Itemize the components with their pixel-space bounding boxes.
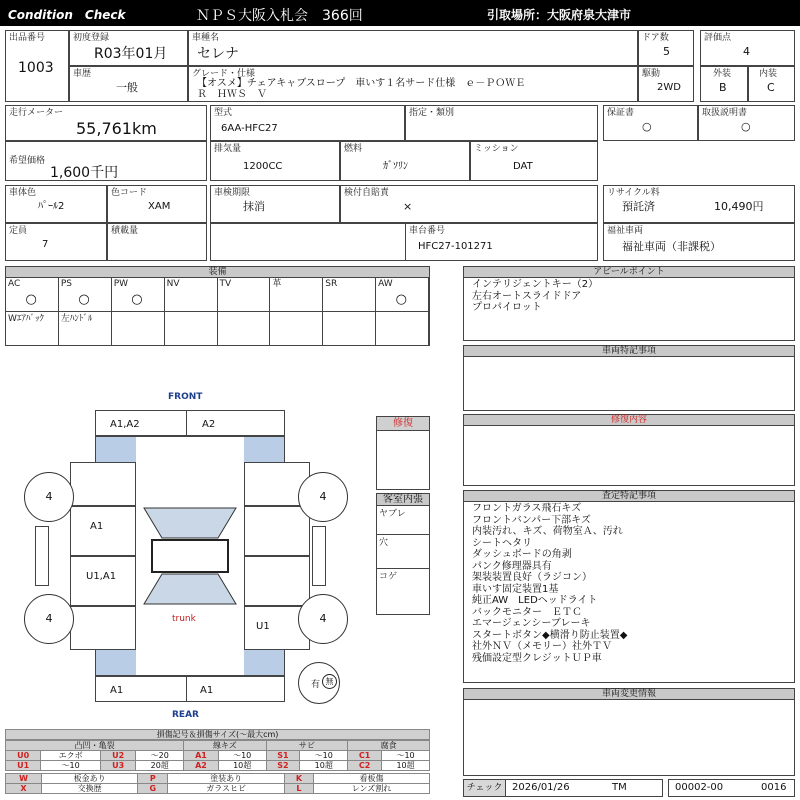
manual-label: 取扱説明書 [702,108,748,118]
chassis-value: HFC27-101271 [418,241,493,252]
legend-code: G [138,784,168,794]
inspection-note-line: フロントガラス飛石キズ [472,503,582,514]
exterior-label: 外装 [713,69,732,79]
equipment-item-aw [376,278,429,312]
chassis-label: 車台番号 [409,226,446,236]
model-label: 型式 [214,108,233,118]
header-center-title: ＮＰＳ大阪入札会 366回 [196,8,363,24]
check-date: 2026/01/26 [512,782,570,793]
legend-desc: エクボ [41,751,101,761]
equipment-title: 装備 [6,267,429,278]
interior-label: 内装 [759,69,778,79]
inspection-notes-title: 査定特記事項 [464,491,794,502]
appeal-lines [472,279,598,314]
interior-title: 客室内張 [377,494,429,506]
mileage-value: 55,761km [76,119,157,138]
recycle-cell [603,185,795,223]
history-value: 一般 [116,81,138,94]
legend-table-bottom [5,773,430,794]
color-code-label: 色コード [111,188,148,198]
damage-legend [5,729,430,794]
recycle-label: リサイクル料 [607,188,660,198]
grade-cell [188,66,638,102]
fuel-label: 燃料 [344,144,363,154]
equipment-item-sr [323,278,376,312]
inspection-note-line: ダッシュボードの角剥 [472,549,572,560]
capacity-cell [5,223,107,261]
equipment-label: TV [219,279,232,289]
score-label: 評価点 [704,33,732,43]
inspection-note-line: 内装汚れ、キズ、荷物室Ａ、汚れ [472,526,623,537]
designation-label: 指定・類別 [409,108,455,118]
drive-cell [638,66,694,102]
equipment-item-ac [6,278,59,312]
model-value: 6AA-HFC27 [221,123,278,134]
exterior-value: B [719,81,727,94]
legend-desc: ～20 [136,751,184,761]
legend-desc: 10超 [382,761,430,771]
warranty-value: ○ [642,120,652,133]
legend-desc: 交換歴 [41,784,137,794]
equipment-extra-item [270,312,323,345]
first-reg-label: 初度登録 [73,33,110,43]
appeal-line: 左右オートスライドドア [472,290,582,302]
left-door-damage: A1 [90,521,104,532]
mission-cell [470,141,598,181]
legend-desc: 20超 [136,761,184,771]
special-title: 車両特記事項 [464,346,794,357]
right-rear-damage: U1 [256,621,270,632]
recycle-amount: 10,490円 [714,200,764,213]
equipment-item-tv [218,278,271,312]
right-rear-door [244,556,310,606]
interior-row-burn: コゲ [379,572,398,582]
legend-code: S2 [266,761,300,771]
displacement-value: 1200CC [243,161,283,172]
rear-left-damage: A1 [110,685,124,696]
equipment-label: PS [60,279,73,289]
legend-code: X [6,784,42,794]
check-box [463,779,663,797]
equipment-mark: ○ [131,292,143,307]
legend-h2: 線キズ [184,741,266,751]
rear-bumper [95,676,285,702]
legend-desc: 10超 [218,761,266,771]
color-code-value: XAM [148,201,171,212]
inspection-note-line: 残価設定型クレジットＵＰ車 [472,652,602,664]
legend-title: 損傷記号＆損傷サイズ(～最大cm) [5,729,430,740]
door-label: ドア数 [642,33,669,43]
left-side-strip [35,526,49,586]
color-value: ﾊﾟｰﾙ2 [38,201,65,212]
legend-code: A2 [184,761,219,771]
inspection-note-line: 社外ＮＶ（メモリー）社外ＴＶ [472,641,612,652]
color-cell [5,185,107,223]
history-label: 車歴 [73,69,92,79]
front-right-damage: A2 [202,419,216,430]
manual-value: ○ [741,120,751,133]
legend-code: A1 [184,751,219,761]
inspection-note-line: 車いす固定装置1基 [472,583,559,595]
interior-row-tear: ヤブレ [379,509,406,519]
warranty-cell [603,105,698,141]
welfare-value: 福祉車両（非課税） [622,240,721,253]
rear-right-damage: A1 [200,685,214,696]
score-value: 4 [743,45,750,58]
legend-code: W [6,774,42,784]
legend-desc: ～10 [41,761,101,771]
legend-h4: 腐食 [348,741,430,751]
chassis-cell [405,223,598,261]
legend-code: S1 [266,751,300,761]
designation-cell [405,105,598,141]
equipment-label: 革 [272,279,282,289]
lot-label: 出品番号 [9,33,46,43]
inspection-note-line: シートヘタリ [472,537,532,549]
inspection-note-line: 架装装置良好（ラジコン） [472,572,592,583]
tire-front-right: 4 [298,472,348,522]
self-value: × [403,200,413,213]
inspection-notes-lines [472,503,627,664]
inspection-note-line: エマージェンシーブレーキ [472,618,591,629]
appeal-panel [463,266,795,341]
history-cell [69,66,188,102]
equipment-mark: ○ [395,292,407,307]
model-cell [210,105,405,141]
legend-desc: 10超 [300,761,348,771]
legend-row-3 [6,774,430,784]
first-reg-value: R03年01月 [94,46,168,62]
inspection-note-line: パンク修理器具有 [472,560,552,572]
appeal-line: インテリジェントキー（2） [472,279,599,290]
inspection-note-line: スタートボタン◆横滑り防止装置◆ [472,629,628,641]
equipment-item-pw [112,278,165,312]
interior-value: C [767,81,775,94]
mileage-label: 走行メーター [9,108,64,118]
inspection-cell [210,185,340,223]
legend-desc: 板金あり [41,774,137,784]
spare-have-label: 有 [311,680,321,690]
capacity-label: 定員 [9,226,28,236]
welfare-cell [603,223,795,261]
equipment-label: AC [8,279,21,289]
change-info-title: 車両変更情報 [464,689,794,700]
equipment-item-革 [270,278,323,312]
equipment-mark: ○ [25,292,37,307]
door-cell [638,30,694,66]
legend-desc: ガラスヒビ [168,784,284,794]
lot-number: 1003 [18,60,54,76]
left-rear-fender [70,606,136,650]
mission-label: ミッション [474,144,519,154]
door-value: 5 [663,45,670,58]
repair-content-panel [463,414,795,486]
price-cell [5,141,207,181]
inspection-value: 抹消 [243,200,265,213]
left-front-fender [70,462,136,506]
header-left-title: Condition Check [8,8,126,22]
displacement-cell [210,141,340,181]
interior-box [376,493,430,615]
legend-desc: 看板傷 [314,774,430,784]
fuel-value: ｶﾞｿﾘﾝ [383,161,408,172]
header-bar [0,0,800,26]
code-secondary: 0016 [761,782,787,793]
legend-h1: 凸凹・亀裂 [6,741,184,751]
tire-rear-right: 4 [298,594,348,644]
check-label: チェック [464,780,506,796]
equipment-extra-label: Wｴｱﾊﾞｯｸ [8,314,44,324]
interior-cell [748,66,795,102]
legend-code: U3 [101,761,136,771]
equipment-mark: ○ [78,292,90,307]
inspection-label: 車検期限 [214,188,251,198]
appeal-line: プロパイロット [472,302,542,313]
appeal-title: アピールポイント [464,267,794,278]
interior-row-hole: 穴 [379,538,389,548]
equipment-extra-item [6,312,59,345]
spare-tire [298,662,340,704]
code-box [668,779,795,797]
inspection-notes-panel [463,490,795,683]
spare-none-mark: 無 [322,674,337,689]
right-front-door [244,506,310,556]
welfare-label: 福祉車両 [607,226,644,236]
grade-label: グレード・仕様 [192,69,256,79]
mileage-cell [5,105,207,141]
legend-code: K [284,774,313,784]
price-label: 希望価格 [9,156,46,166]
legend-h3: サビ [266,741,348,751]
legend-code: P [138,774,168,784]
capacity-value: 7 [42,239,49,250]
warranty-label: 保証書 [607,108,635,118]
legend-code: C2 [348,761,382,771]
legend-code: C1 [348,751,382,761]
recycle-status: 預託済 [622,200,655,213]
equipment-extra-item [59,312,112,345]
rear-label: REAR [172,710,199,720]
equipment-label: AW [378,279,393,289]
equipment-extra-item [323,312,376,345]
code-primary: 00002-00 [675,782,724,793]
equipment-label: PW [113,279,129,289]
color-label: 車体色 [9,188,37,198]
lot-cell [5,30,69,102]
repair-title: 修復 [377,417,429,431]
car-name-cell [188,30,638,66]
inspection-note-line: バックモニター ＥＴＣ [472,606,582,618]
legend-desc: ～10 [300,751,348,761]
equipment-panel [5,266,430,346]
equipment-extra-label: 左ﾊﾝﾄﾞﾙ [60,314,93,324]
special-panel [463,345,795,411]
mission-value: DAT [513,161,533,172]
equipment-item-ps [59,278,112,312]
pickup-location: 引取場所：大阪府泉大津市 [487,8,632,22]
repair-box [376,416,430,490]
grade-line1: 【オスメ】チェアキャブスロープ 車いす１名サード仕様 ｅ－ＰＯＷＥ [197,78,526,89]
car-name-value: セレナ [197,46,239,62]
check-initials: TM [612,782,627,793]
color-code-cell [107,185,207,223]
inspection-note-line: フロントバンパー下部キズ [472,514,591,526]
equipment-extra-item [376,312,429,345]
legend-row-4 [6,784,430,794]
legend-desc: 塗装あり [168,774,284,784]
equipment-extra-item [165,312,218,345]
equipment-item-nv [165,278,218,312]
grade-line2: Ｒ ＨＷＳ Ｖ [197,89,267,100]
trunk-label: trunk [172,614,196,624]
legend-code: U0 [6,751,41,761]
car-name-label: 車種名 [192,33,220,43]
front-left-damage: A1,A2 [110,419,140,430]
legend-code: U1 [6,761,41,771]
change-info-panel [463,688,795,776]
inspection-note-line: 純正AW LEDヘッドライト [472,595,598,606]
fuel-cell [340,141,470,181]
right-side-strip [312,526,326,586]
tire-front-left: 4 [24,472,74,522]
legend-desc: レンズ割れ [314,784,430,794]
displacement-label: 排気量 [214,144,242,154]
first-reg-cell [69,30,188,66]
load-label: 積載量 [111,226,139,236]
equipment-extra-item [218,312,271,345]
drive-value: 2WD [657,82,681,93]
self-label: 検付自賠責 [344,188,390,198]
exterior-cell [700,66,748,102]
tire-rear-left: 4 [24,594,74,644]
empty-cell [210,223,408,261]
drive-label: 駆動 [642,69,661,79]
equipment-label: NV [166,279,180,289]
left-rear-door-damage: U1,A1 [86,571,117,582]
load-cell [107,223,207,261]
score-cell [700,30,795,66]
front-label: FRONT [168,392,203,402]
roof-glass [136,506,244,606]
price-value: 1,600千円 [50,165,119,181]
legend-row-2 [6,761,430,771]
equipment-extra-item [112,312,165,345]
legend-code: U2 [101,751,136,761]
legend-row-1 [6,751,430,761]
self-cell [340,185,598,223]
legend-desc: ～10 [382,751,430,761]
repair-content-title: 修復内容 [464,415,794,426]
manual-cell [698,105,795,141]
equipment-label: SR [325,279,338,289]
legend-table-top [5,740,430,771]
legend-code: L [284,784,313,794]
legend-desc: ～10 [218,751,266,761]
